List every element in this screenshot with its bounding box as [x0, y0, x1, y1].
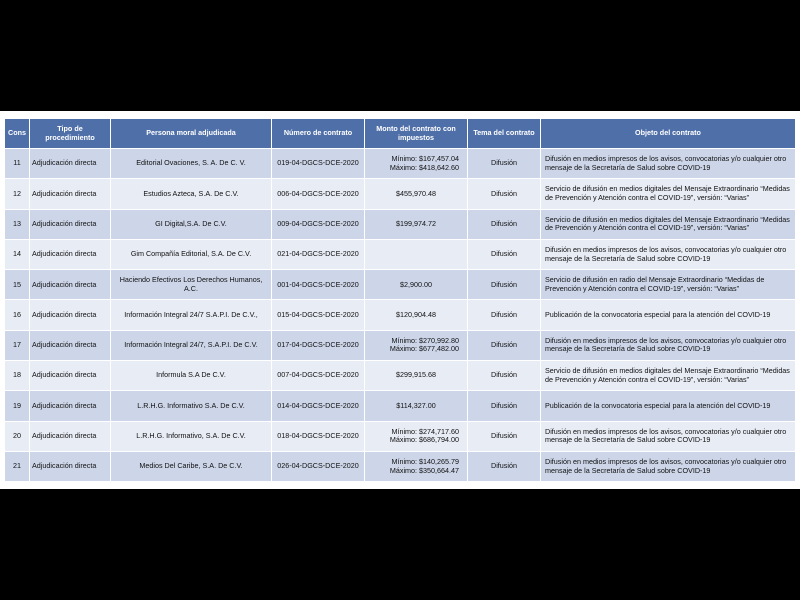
- monto-line: Mínimo: $270,992.80: [391, 335, 459, 345]
- monto-cell: [365, 179, 468, 209]
- objeto-cell: Publicación de la convocatoria especial para la atención del COVID-19: [541, 300, 796, 330]
- column-header-cons: Cons: [5, 119, 30, 149]
- monto-cell: [365, 239, 468, 269]
- numero-cell: 014-04-DGCS-DCE-2020: [272, 391, 365, 421]
- monto-cell: [365, 270, 468, 300]
- column-header-objeto: Objeto del contrato: [541, 119, 796, 149]
- monto-line: Máximo: $686,794.00: [389, 435, 459, 445]
- tipo-cell: Adjudicación directa: [30, 239, 111, 269]
- table-row: [5, 270, 796, 300]
- tipo-cell: Adjudicación directa: [30, 300, 111, 330]
- table-row: [5, 239, 796, 269]
- cons-cell: 12: [5, 179, 30, 209]
- tema-cell: Difusión: [468, 421, 541, 451]
- numero-cell: 026-04-DGCS-DCE-2020: [272, 451, 365, 481]
- slide: [0, 111, 800, 489]
- monto-cell: [365, 330, 468, 360]
- table-row: [5, 421, 796, 451]
- column-header-numero: Número de contrato: [272, 119, 365, 149]
- persona-cell: Estudios Azteca, S.A. De C.V.: [111, 179, 272, 209]
- tema-cell: Difusión: [468, 209, 541, 239]
- column-header-tipo: Tipo de procedimiento: [30, 119, 111, 149]
- table-row: [5, 209, 796, 239]
- numero-cell: 018-04-DGCS-DCE-2020: [272, 421, 365, 451]
- monto-line: Máximo: $418,642.60: [389, 162, 459, 172]
- persona-cell: Informula S.A De C.V.: [111, 361, 272, 391]
- tipo-cell: Adjudicación directa: [30, 421, 111, 451]
- monto-line: $120,904.48: [396, 309, 436, 319]
- cons-cell: 17: [5, 330, 30, 360]
- numero-cell: 019-04-DGCS-DCE-2020: [272, 149, 365, 179]
- cons-cell: 11: [5, 149, 30, 179]
- table-row: [5, 330, 796, 360]
- objeto-cell: Difusión en medios impresos de los avisos, convocatorias y/o cualquier otro mensaje de la Secretaría de Salud sobre COVID-19: [541, 239, 796, 269]
- monto-cell: [365, 421, 468, 451]
- cons-cell: 20: [5, 421, 30, 451]
- tema-cell: Difusión: [468, 361, 541, 391]
- monto-line: $2,900.00: [400, 279, 432, 289]
- numero-cell: 006-04-DGCS-DCE-2020: [272, 179, 365, 209]
- objeto-cell: Servicio de difusión en radio del Mensaje Extraordinario “Medidas de Prevención y Atención contra el COVID-19”, versión: “Varias”: [541, 270, 796, 300]
- persona-cell: Medios Del Caribe, S.A. De C.V.: [111, 451, 272, 481]
- cons-cell: 19: [5, 391, 30, 421]
- numero-cell: 009-04-DGCS-DCE-2020: [272, 209, 365, 239]
- tipo-cell: Adjudicación directa: [30, 451, 111, 481]
- objeto-cell: Servicio de difusión en medios digitales del Mensaje Extraordinario “Medidas de Prevención y Atención contra el COVID-19”, versión: “Varias”: [541, 361, 796, 391]
- numero-cell: 017-04-DGCS-DCE-2020: [272, 330, 365, 360]
- contracts-table: [4, 118, 796, 482]
- persona-cell: L.R.H.G. Informativo, S.A. De C.V.: [111, 421, 272, 451]
- table-header-row: [5, 119, 796, 149]
- tema-cell: Difusión: [468, 239, 541, 269]
- persona-cell: Haciendo Efectivos Los Derechos Humanos, A.C.: [111, 270, 272, 300]
- monto-line: Máximo: $350,664.47: [389, 465, 459, 475]
- monto-line: Mínimo: $274,717.60: [391, 426, 459, 436]
- persona-cell: L.R.H.G. Informativo S.A. De C.V.: [111, 391, 272, 421]
- numero-cell: 001-04-DGCS-DCE-2020: [272, 270, 365, 300]
- tema-cell: Difusión: [468, 270, 541, 300]
- table-row: [5, 179, 796, 209]
- monto-cell: [365, 391, 468, 421]
- column-header-monto: Monto del contrato con impuestos: [365, 119, 468, 149]
- tema-cell: Difusión: [468, 149, 541, 179]
- column-header-persona: Persona moral adjudicada: [111, 119, 272, 149]
- objeto-cell: Difusión en medios impresos de los avisos, convocatorias y/o cualquier otro mensaje de la Secretaría de Salud sobre COVID-19: [541, 330, 796, 360]
- tipo-cell: Adjudicación directa: [30, 330, 111, 360]
- cons-cell: 21: [5, 451, 30, 481]
- cons-cell: 16: [5, 300, 30, 330]
- objeto-cell: Servicio de difusión en medios digitales del Mensaje Extraordinario “Medidas de Prevención y Atención contra el COVID-19”, versión: “Varias”: [541, 179, 796, 209]
- cons-cell: 15: [5, 270, 30, 300]
- monto-cell: [365, 451, 468, 481]
- persona-cell: Gim Compañía Editorial, S.A. De C.V.: [111, 239, 272, 269]
- objeto-cell: Difusión en medios impresos de los avisos, convocatorias y/o cualquier otro mensaje de la Secretaría de Salud sobre COVID-19: [541, 421, 796, 451]
- monto-line: Mínimo: $140,265.79: [391, 457, 459, 467]
- persona-cell: GI Digital,S.A. De C.V.: [111, 209, 272, 239]
- objeto-cell: Difusión en medios impresos de los avisos, convocatorias y/o cualquier otro mensaje de la Secretaría de Salud sobre COVID-19: [541, 451, 796, 481]
- tipo-cell: Adjudicación directa: [30, 391, 111, 421]
- numero-cell: 015-04-DGCS-DCE-2020: [272, 300, 365, 330]
- persona-cell: Información Integral 24/7 S.A.P.I. De C.V.,: [111, 300, 272, 330]
- numero-cell: 007-04-DGCS-DCE-2020: [272, 361, 365, 391]
- monto-cell: [365, 149, 468, 179]
- monto-line: Mínimo: $167,457.04: [391, 154, 459, 164]
- tema-cell: Difusión: [468, 391, 541, 421]
- persona-cell: Información Integral 24/7, S.A.P.I. De C.V.: [111, 330, 272, 360]
- tipo-cell: Adjudicación directa: [30, 270, 111, 300]
- objeto-cell: Publicación de la convocatoria especial para la atención del COVID-19: [541, 391, 796, 421]
- tipo-cell: Adjudicación directa: [30, 209, 111, 239]
- table-row: [5, 300, 796, 330]
- column-header-tema: Tema del contrato: [468, 119, 541, 149]
- table-body: [5, 149, 796, 482]
- table-row: [5, 391, 796, 421]
- tema-cell: Difusión: [468, 330, 541, 360]
- objeto-cell: Servicio de difusión en medios digitales del Mensaje Extraordinario “Medidas de Prevención y Atención contra el COVID-19”, versión: “Varias”: [541, 209, 796, 239]
- monto-line: $299,915.68: [396, 370, 436, 380]
- tema-cell: Difusión: [468, 179, 541, 209]
- cons-cell: 18: [5, 361, 30, 391]
- table-row: [5, 451, 796, 481]
- tema-cell: Difusión: [468, 300, 541, 330]
- monto-line: Máximo: $677,482.00: [389, 344, 459, 354]
- tema-cell: Difusión: [468, 451, 541, 481]
- monto-line: $455,970.48: [396, 188, 436, 198]
- monto-cell: [365, 300, 468, 330]
- table-row: [5, 361, 796, 391]
- persona-cell: Editorial Ovaciones, S. A. De C. V.: [111, 149, 272, 179]
- tipo-cell: Adjudicación directa: [30, 361, 111, 391]
- monto-line: $114,327.00: [396, 400, 436, 410]
- tipo-cell: Adjudicación directa: [30, 149, 111, 179]
- table-row: [5, 149, 796, 179]
- objeto-cell: Difusión en medios impresos de los avisos, convocatorias y/o cualquier otro mensaje de la Secretaría de Salud sobre COVID-19: [541, 149, 796, 179]
- numero-cell: 021-04-DGCS-DCE-2020: [272, 239, 365, 269]
- cons-cell: 13: [5, 209, 30, 239]
- tipo-cell: Adjudicación directa: [30, 179, 111, 209]
- cons-cell: 14: [5, 239, 30, 269]
- monto-line: $199,974.72: [396, 218, 436, 228]
- monto-cell: [365, 209, 468, 239]
- monto-cell: [365, 361, 468, 391]
